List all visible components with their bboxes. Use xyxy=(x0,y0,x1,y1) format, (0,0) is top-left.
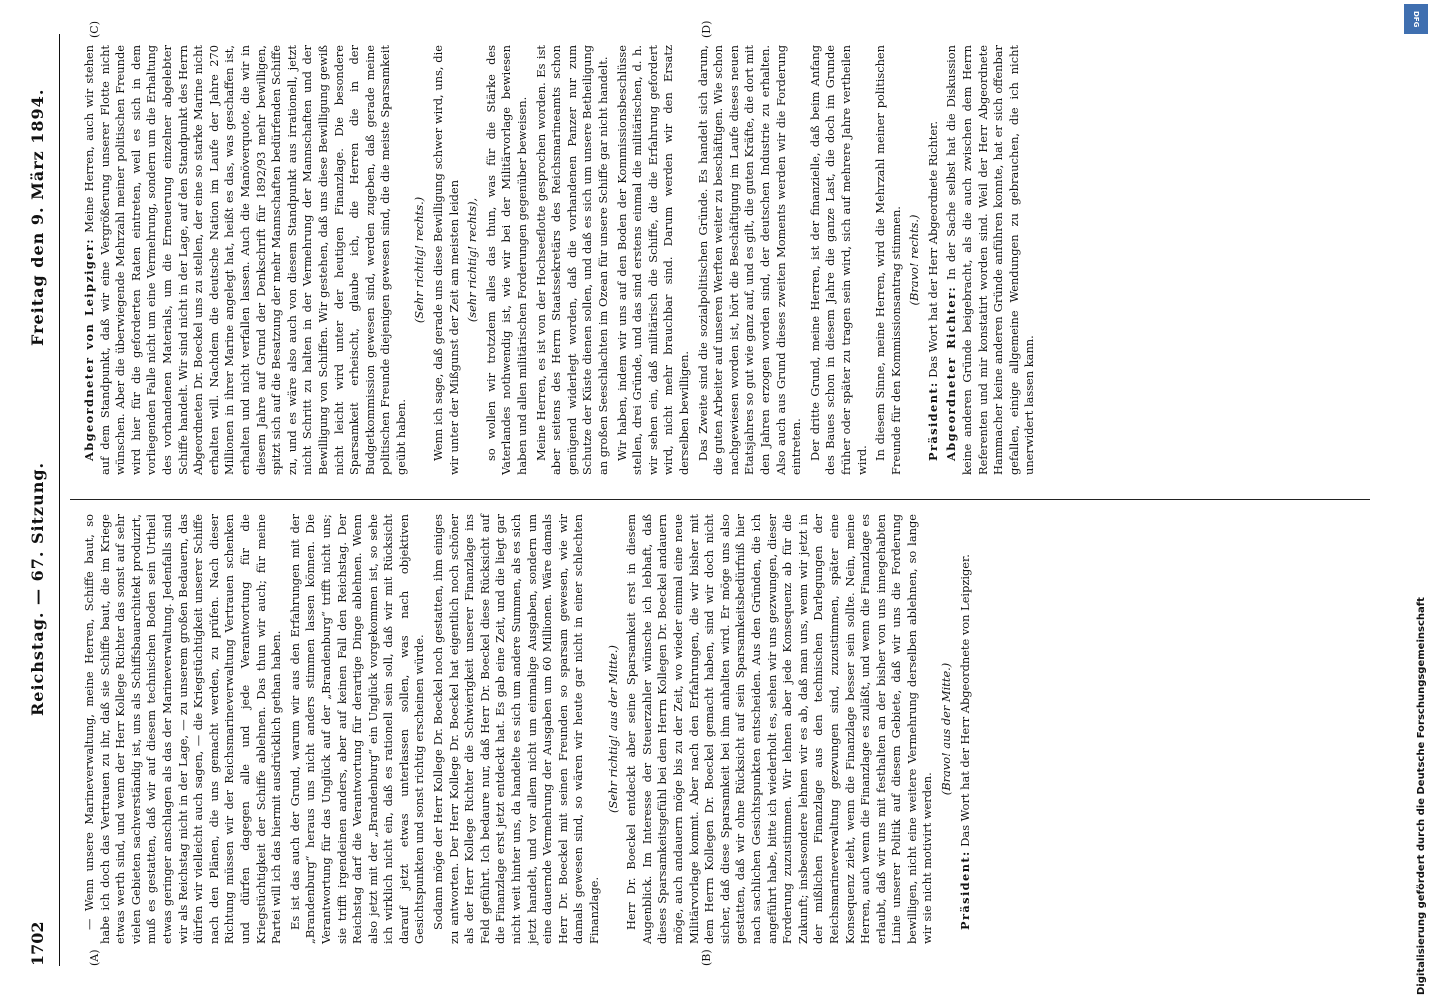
dfg-logo: DFG xyxy=(1404,4,1428,34)
paragraph: Der dritte Grund, meine Herren, ist der finanzielle, daß beim Anfang des Baues schon in diesem Jahre die ganze Last, die doch im Grunde früher oder später zu tragen sein wird, sich auf mehrere Jahre vertheilen wird. xyxy=(807,45,869,475)
page-number: 1702 xyxy=(28,921,47,966)
paragraph: Wenn ich sage, daß gerade uns diese Bewilligung schwer wird, uns, die wir unter der Mißgunst der Zeit am meisten leiden xyxy=(431,45,461,475)
speech-text: Das Wort hat der Herr Abgeordnete Richter. xyxy=(925,121,940,378)
speaker-paragraph xyxy=(958,514,974,944)
paragraph: — Wenn unsere Marineverwaltung, meine Herren, Schiffe baut, so habe ich doch das Vertrauen zu ihr, daß sie Schiffe baut, die im Kriege etwas werth sind, und wenn der Herr Kollege Richter das sonst auf sehr vielen Gebieten sachverständig ist, uns als Schiffsbauarchitekt produzirt, muß es gestatten, daß wir auf diesem technischen Boden sein Urtheil etwas geringer anschlagen als das der Marineverwaltung. Jedenfalls sind wir als Reichstag nicht in der Lage, — zu unserem großen Bedauern, das dürfen wir vielleicht auch sagen, — die Kriegstüchtigkeit unserer Schiffe nach den Plänen, die uns gemacht werden, zu prüfen. Nach dieser Richtung müssen wir der Reichsmarineverwaltung Vertrauen schenken und dürfen dagegen alle und jede Verantwortung für die Kriegstüchtigkeit der Schiffe ablehnen. Das thun wir auch; für meine Partei will ich das hiermit ausdrücklich gethan haben. xyxy=(82,514,284,944)
right-text-column xyxy=(82,45,1041,475)
interjection: (Bravo! aus der Mitte.) xyxy=(939,662,954,796)
session-title: Reichstag. — 67. Sitzung. xyxy=(28,461,47,716)
speaker-paragraph xyxy=(82,45,409,475)
paragraph: so wollen wir trotzdem alles das thun, was für die Stärke des Vaterlandes nothwendig ist, wie wir bei der Militärvorlage bewiesen haben und allen militärischen Forderungen gegenüber beweisen. xyxy=(483,45,530,475)
session-date: Freitag den 9. März 1894. xyxy=(28,88,47,346)
paragraph: Sodann möge der Herr Kollege Dr. Boeckel noch gestatten, ihm einiges zu antworten. Der Herr Kollege Dr. Boeckel hat eigentlich noch schöner als der Herr Kollege Richter die Schwierigkeit unserer Finanzlage ins Feld geführt. Ich bedaure nur, daß Herr Dr. Boeckel diese Rücksicht auf die Finanzlage erst jetzt entdeckt hat. Es gab eine Zeit, und die liegt gar nicht weit hinter uns, da handelte es sich um andere Summen, als es sich jetzt handelt, und vor allem nicht um einmalige Ausgaben, sondern um eine dauernde Vermehrung der Ausgaben um 60 Millionen. Wäre damals Herr Dr. Boeckel mit seinen Freunden so sparsam gewesen, wie wir damals gewesen sind, so wären wir heute gar nicht in einer schlechten Finanzlage. xyxy=(431,514,601,944)
speaker-name: Präsident: xyxy=(957,850,972,930)
digitization-credit: Digitalisierung gefördert durch die Deutsche Forschungsgemeinschaft xyxy=(1416,597,1427,995)
paragraph: Wir haben, indem wir uns auf den Boden der Kommissionsbeschlüsse stellen, drei Gründe, und das sind erstens einmal die militärischen, d. h. wir sehen ein, daß militärisch die Schiffe, die die Erfahrung gefordert wird, nicht mehr brauchbar sind. Darum werden wir den Ersatz derselben bewilligen. xyxy=(614,45,691,475)
paragraph: Herr Dr. Boeckel entdeckt aber seine Sparsamkeit erst in diesem Augenblick. Im Interesse der Steuerzahler wünsche ich lebhaft, daß dieses Sparsamkeitsgefühl bei dem Herrn Kollegen Dr. Boeckel andauern möge, auch andauern möge bis zu der Zeit, wo wieder einmal eine neue Militärvorlage kommt. Aber nach den Erfahrungen, die wir bisher mit dem Herrn Kollegen Dr. Boeckel gemacht haben, sind wir doch nicht sicher, daß diese Sparsamkeit bei ihm anhalten wird. Er möge uns also gestatten, daß wir ohne Rücksicht auf sein Sparsamkeitsbedürfniß hier nach sachlichen Gesichtspunkten entscheiden. Aus den Gründen, die ich angeführt habe, bitte ich wiederholt es, sehen wir uns gezwungen, dieser Forderung zuzustimmen. Wir lehnen aber jede Konsequenz ab für die Zukunft; insbesondere lehnen wir es ab, daß man uns, wenn wir jetzt in der mißlichen Finanzlage aus den technischen Darlegungen der Reichsmarineverwaltung gezwungen sind, zuzustimmen, später eine Konsequenz zieht, wenn die Finanzlage besser sein sollte. Nein, meine Herren, auch wenn die Finanzlage es zuläßt, und wenn die Finanzlage es erlaubt, daß wir uns mit festhalten an der bisher von uns innegehabten Linie unserer Politik auf diesem Gebiete, daß wir uns die Forderung bewilligen, nicht eine weitere Vermehrung derselben ablehnen, so lange wir sie nicht motivirt werden. xyxy=(624,514,935,944)
paragraph: Das Zweite sind die sozialpolitischen Gründe. Es handelt sich darum, die guten Arbeiter auf unseren Werften weiter zu beschäftigen. Wie schon nachgewiesen worden ist, hört die Beschäftigung im Laufe dieses neuen Etatsjahres so gut wie ganz auf, und es gilt, die guten Kräfte, die dort mit den Jahren erzogen worden sind, der deutschen Industrie zu erhalten. Also auch aus Grund dieses zweiten Moments werden wir die Forderung eintreten. xyxy=(695,45,804,475)
interjection: (Sehr richtig! rechts.) xyxy=(412,196,427,324)
speaker-name: Abgeordneter Richter: xyxy=(944,285,959,461)
speaker-name: Präsident: xyxy=(925,381,940,461)
interjection: (sehr richtig! rechts), xyxy=(465,197,480,323)
margin-mark-d: (D) xyxy=(700,20,713,38)
margin-mark-c: (C) xyxy=(88,21,101,38)
margin-mark-b: (B) xyxy=(700,949,713,966)
column-divider xyxy=(70,499,1370,500)
left-text-column xyxy=(82,514,976,944)
speech-text: Das Wort hat der Herr Abgeordnete von Leipziger. xyxy=(957,554,972,847)
interjection: (Sehr richtig! aus der Mitte.) xyxy=(605,645,620,813)
paragraph: Meine Herren, es ist von der Hochseeflotte gesprochen worden. Es ist aber seitens des Herrn Staatssekretärs des Reichsmarineamts schon genügend widerlegt worden, daß die vorhandenen Panzer nur zum Schutze der Küste dienen sollen, und daß es sich um unsere Betheiligung an großen Seeschlachten im Ozean für unsere Schiffe gar nicht handelt. xyxy=(533,45,610,475)
page-header xyxy=(26,34,54,966)
speaker-name: Abgeordneter von Leipziger: xyxy=(82,238,96,461)
speaker-paragraph xyxy=(926,45,942,475)
speaker-paragraph xyxy=(944,45,1038,475)
speech-text: Meine Herren, auch wir stehen auf dem Standpunkt, daß wir eine Vergrößerung unserer Flotte nicht wünschen. Aber die überwiegende Mehrzahl meiner politischen Freunde wird hier für die geforderten Raten eintreten, weil es sich in dem vorliegenden Falle nicht um eine Vermehrung, sondern um die Erhaltung des vorhandenen Materials, um die Erneuerung einzelner abgelebter Schiffe handelt. Wir sind nicht in der Lage, auf den Standpunkt des Herrn Abgeordneten Dr. Boeckel uns zu stellen, der eine so starke Marine nicht erhalten will. Nachdem die deutsche Nation im Laufe der Jahre 270 Millionen in ihrer Marine angelegt hat, heißt es das, was geschaffen ist, erhalten und nicht verfallen lassen. Auch die Manöverquote, die wir in diesem Jahre auf Grund der Denkschrift für 1892/93 mehr bewilligen, spitzt sich auf die Besatzung der mehr Mannschaften bedürfenden Schiffe zu, und es wäre also auch von diesem Standpunkt aus irrationell, jetzt nicht Schritt zu halten in der Vermehrung der Mannschaften und der Bewilligung von Schiffen. Wir gestehen, daß uns diese Bewilligung gewiß nicht leicht wird unter der heutigen Finanzlage. Die besondere Sparsamkeit erheischt, glaube ich, die Herren die in der Budgetkommission gewesen sind, werden zugeben, daß gerade meine politischen Freunde diejenigen gewesen sind, die die meiste Sparsamkeit geübt haben. xyxy=(82,44,408,475)
dfg-credit-bar xyxy=(1402,0,1432,1000)
speech-text: In der Sache selbst hat die Diskussion keine anderen Gründe beigebracht, als die auch zwischen dem Herrn Referenten und mir konstatirt worden sind. Weil der Herr Abgeordnete Hammacher keine anderen Gründe anführen konnte, hat er sich offenbar gefallen, einige allgemeine Wendungen zu gebrauchen, die ich nicht unerwidert lassen kann. xyxy=(944,45,1037,475)
header-rule xyxy=(59,34,60,966)
paragraph: Es ist das auch der Grund, warum wir aus den Erfahrungen mit der „Brandenburg“ heraus uns nicht anders stimmen lassen können. Die Verantwortung für das Unglück auf der „Brandenburg“ trifft nicht uns; sie trifft irgendeinen anders, aber auf keinen Fall den Reichstag. Der Reichstag darf die Verantwortung für derartige Dinge ablehnen. Wenn also jetzt mit der „Brandenburg“ ein Unglück vorgekommen ist, so sehe ich wirklich nicht ein, daß es rationell sein soll, daß wir mit Rücksicht darauf jetzt etwas unterlassen sollen, was nach objektiven Gesichtspunkten und sonst richtig erscheinen würde. xyxy=(287,514,427,944)
margin-mark-a: (A) xyxy=(88,949,101,966)
interjection: (Bravo! rechts.) xyxy=(907,214,922,306)
paragraph: In diesem Sinne, meine Herren, wird die Mehrzahl meiner politischen Freunde für den Kommissionsantrag stimmen. xyxy=(873,45,903,475)
